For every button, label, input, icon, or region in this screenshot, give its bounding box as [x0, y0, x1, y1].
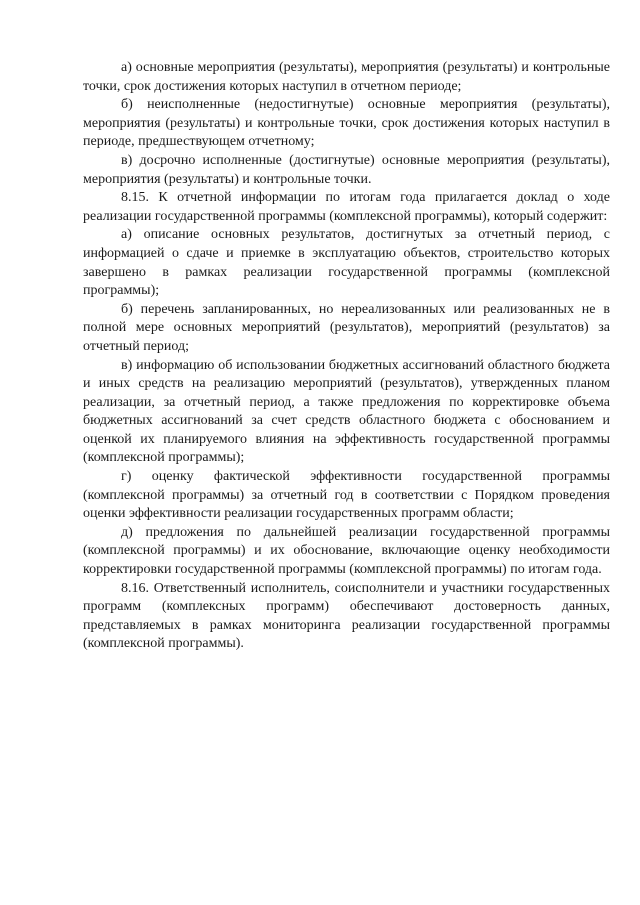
document-body	[83, 59, 610, 654]
paragraph-item-a-completed: а) основные мероприятия (результаты), мероприятия (результаты) и контрольные точки, срок достижения которых наступил в отчетном периоде;	[83, 60, 610, 94]
paragraph-report-item-b: б) перечень запланированных, но нереализованных или реализованных не в полной мере основных мероприятий (результатов), мероприятий (результатов) за отчетный период;	[83, 301, 610, 354]
paragraph-item-v-early: в) досрочно исполненные (достигнутые) основные мероприятия (результаты), мероприятия (результаты) и контрольные точки.	[83, 152, 610, 187]
paragraph-report-item-v: в) информацию об использовании бюджетных ассигнований областного бюджета и иных средств на реализацию мероприятий (результатов), утвержденных планом реализации, за отчетный период, а также предложения по корректировке объема бюджетных ассигнований за счет средств областного бюджета с обоснованием и оценкой их планируемого влияния на эффективность государственной программы (комплексной программы);	[83, 357, 610, 466]
paragraph-report-item-g: г) оценку фактической эффективности государственной программы (комплексной программы) за отчетный год в соответствии с Порядком проведения оценки эффективности реализации государственных программ области;	[83, 469, 610, 522]
paragraph-item-b-unfulfilled: б) неисполненные (недостигнутые) основные мероприятия (результаты), мероприятия (результаты) и контрольные точки, срок достижения которых наступил в периоде, предшествующем отчетному;	[83, 97, 610, 150]
paragraph-report-item-a: а) описание основных результатов, достигнутых за отчетный период, с информацией о сдаче и приемке в эксплуатацию объектов, строительство которых завершено в рамках реализации государственной программы (комплексной программы);	[83, 227, 610, 299]
paragraph-report-item-d: д) предложения по дальнейшей реализации государственной программы (комплексной программы) и их обоснование, включающие оценку необходимости корректировки государственной программы (комплексной программы) по итогам года.	[83, 524, 610, 578]
paragraph-clause-8-16: 8.16. Ответственный исполнитель, соисполнители и участники государственных программ (комплексных программ) обеспечивают достоверность данных, представляемых в рамках мониторинга реализации государственной программы (комплексной программы).	[83, 580, 610, 652]
paragraph-clause-8-15: 8.15. К отчетной информации по итогам года прилагается доклад о ходе реализации государственной программы (комплексной программы), который содержит:	[83, 190, 610, 224]
